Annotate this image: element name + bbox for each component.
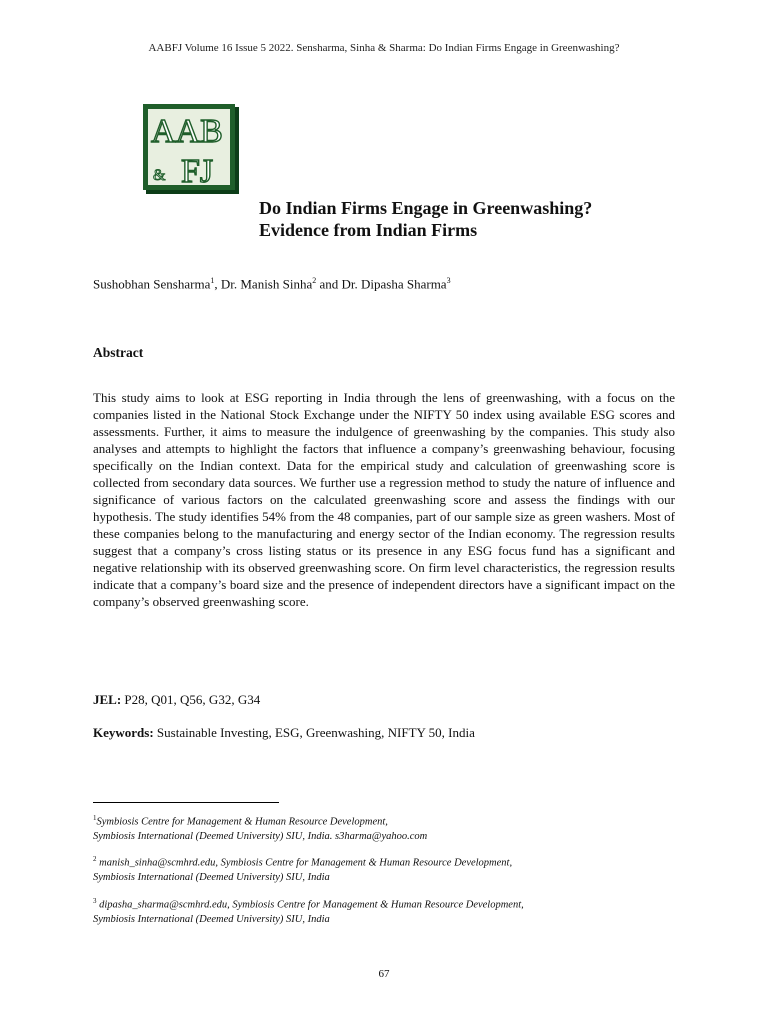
author-separator: ,: [214, 276, 221, 292]
footnote-line: dipasha_sharma@scmhrd.edu, Symbiosis Centre for Management & Human Resource Development,: [96, 899, 524, 911]
footnote-line: Symbiosis International (Deemed University) SIU, India. s3harma@yahoo.com: [93, 830, 428, 842]
logo-text-top: AAB: [151, 113, 223, 150]
footnote-line: Symbiosis International (Deemed University) SIU, India: [93, 871, 330, 883]
footnote-mark: 1: [93, 814, 97, 822]
footnote-line: Symbiosis International (Deemed University) SIU, India: [93, 913, 330, 925]
paper-title: [259, 197, 699, 241]
keywords-label: Keywords:: [93, 725, 154, 740]
footnote-3: [93, 894, 693, 927]
author-footnote-mark: 2: [312, 276, 317, 285]
footnote-divider: [93, 802, 279, 803]
jel-value: P28, Q01, Q56, G32, G34: [121, 692, 261, 707]
page-number: 67: [378, 968, 390, 980]
title-line-2: Evidence from Indian Firms: [259, 220, 478, 240]
footnote-line: manish_sinha@scmhrd.edu, Symbiosis Centre for Management & Human Resource Development,: [96, 857, 513, 869]
footnote-mark: 3: [93, 897, 97, 905]
author-name: Dr. Manish Sinha: [220, 276, 313, 292]
keywords-value: Sustainable Investing, ESG, Greenwashing, NIFTY 50, India: [153, 725, 475, 740]
author-list: [93, 276, 451, 292]
footnote-mark: 2: [93, 855, 97, 863]
title-line-1: Do Indian Firms Engage in Greenwashing?: [259, 198, 593, 218]
abstract-text: This study aims to look at ESG reporting in India through the lens of greenwashing, with a focus on the companies listed in the National Stock Exchange under the NIFTY 50 index using available ESG scores and assessments. Further, it aims to measure the indulgence of greenwashing by the companies. This study also analyses and attempts to highlight the factors that influence a company’s greenwashing behaviour, focusing specifically on the Indian context. Data for the empirical study and calculation of greenwashing score is collected from secondary data sources. We further use a regression method to study the nature of influence and significance of various factors on the calculated greenwashing score and assess the findings with our hypothesis. The study identifies 54% from the 48 companies, part of our sample size as green washers. Most of these companies belong to the manufacturing and energy sector of the Indian economy. The regression results suggest that a company’s cross listing status or its presence in any ESG focus fund has a significant and negative relationship with its observed greenwashing score. On firm level characteristics, the regression results indicate that a company’s board size and the presence of independent directors have a significant impact on the company’s observed greenwashing score.: [93, 390, 675, 609]
abstract-heading: Abstract: [93, 345, 144, 360]
author-name: Dr. Dipasha Sharma: [341, 276, 447, 292]
footnote-1: [93, 811, 693, 844]
jel-codes: [93, 692, 260, 708]
keywords: [93, 725, 475, 741]
logo-text-bottom: FJ: [181, 153, 214, 190]
footnote-line: Symbiosis Centre for Management & Human Resource Development,: [96, 816, 388, 828]
author-footnote-mark: 1: [210, 276, 215, 285]
author-footnote-mark: 3: [446, 276, 451, 285]
author-name: Sushobhan Sensharma: [93, 276, 211, 292]
running-header: AABFJ Volume 16 Issue 5 2022. Sensharma, Sinha & Sharma: Do Indian Firms Engage in Greenwashing?: [148, 42, 620, 54]
footnote-2: [93, 852, 693, 885]
author-separator: and: [316, 276, 342, 292]
journal-logo: [143, 104, 239, 194]
jel-label: JEL:: [93, 692, 122, 707]
logo-text-amp: &: [153, 167, 166, 184]
